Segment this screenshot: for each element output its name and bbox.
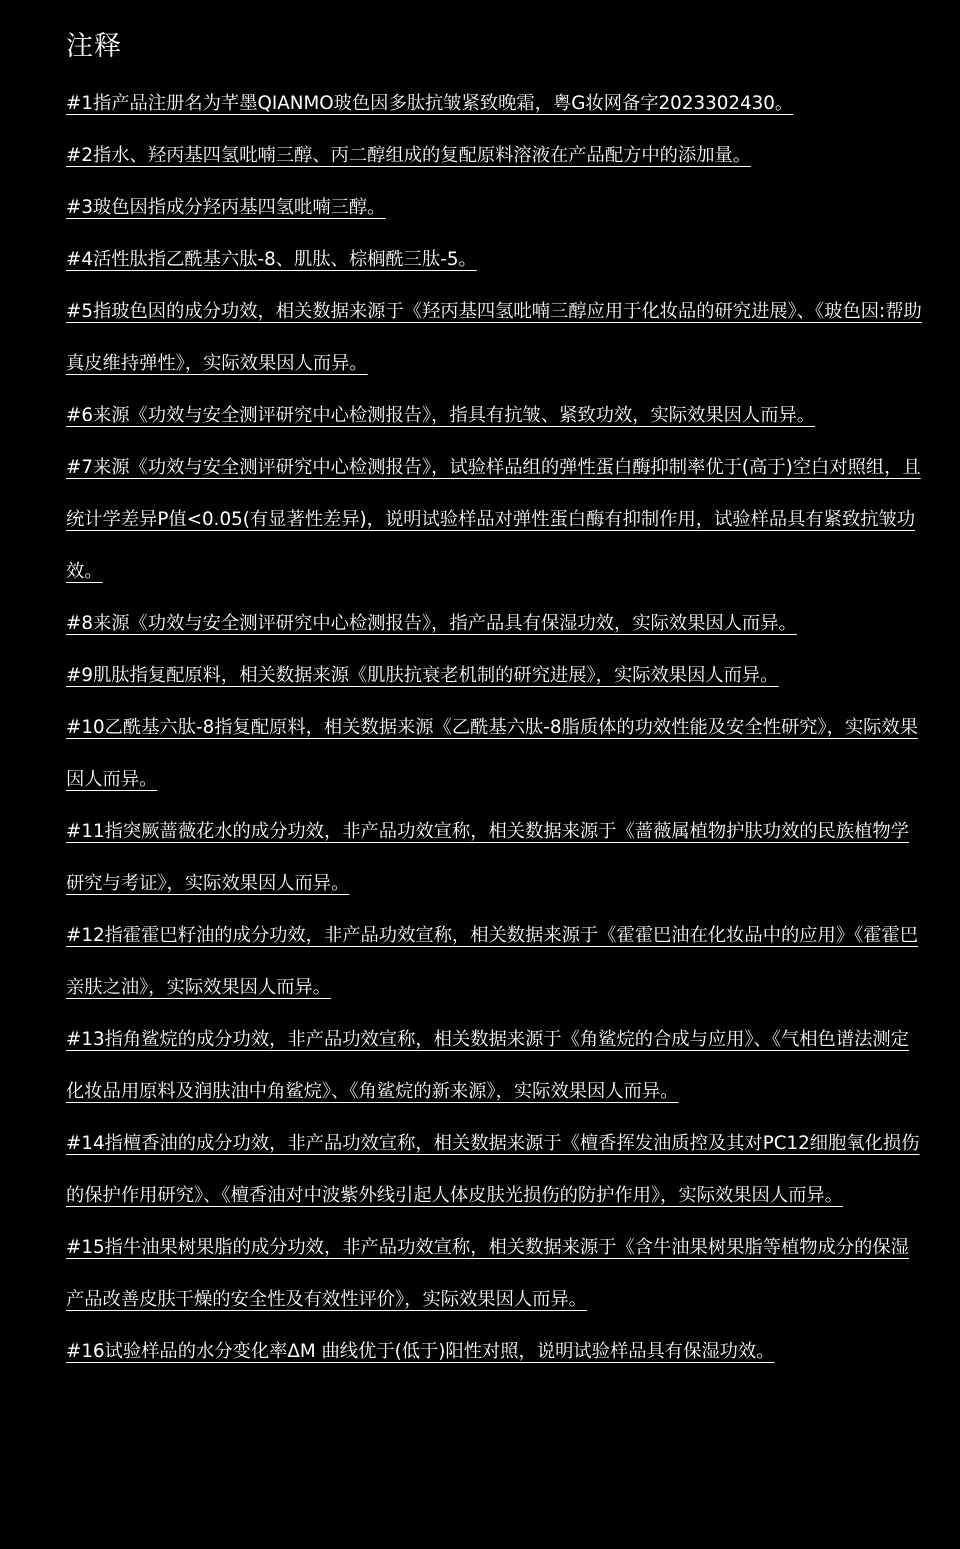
note-10-link[interactable]: #10乙酰基六肽-8指复配原料，相关数据来源《乙酰基六肽-8脂质体的功效性能及安全性研究》，实际效果因人而异。: [66, 717, 918, 790]
note-5: [66, 286, 926, 390]
note-7-link[interactable]: #7来源《功效与安全测评研究中心检测报告》，试验样品组的弹性蛋白酶抑制率优于(高于)空白对照组，且统计学差异P值<0.05(有显著性差异)，说明试验样品对弹性蛋白酶有抑制作用，试验样品具有紧致抗皱功效。: [66, 457, 921, 582]
note-1: [66, 78, 926, 130]
notes-list: [66, 78, 926, 1378]
note-9: [66, 650, 926, 702]
note-8-link[interactable]: #8来源《功效与安全测评研究中心检测报告》，指产品具有保湿功效，实际效果因人而异。: [66, 613, 797, 634]
note-7: [66, 442, 926, 598]
note-4-link[interactable]: #4活性肽指乙酰基六肽-8、肌肽、棕榈酰三肽-5。: [66, 249, 477, 270]
note-6: [66, 390, 926, 442]
note-13: [66, 1014, 926, 1118]
note-9-link[interactable]: #9肌肽指复配原料，相关数据来源《肌肤抗衰老机制的研究进展》，实际效果因人而异。: [66, 665, 779, 686]
note-15-link[interactable]: #15指牛油果树果脂的成分功效，非产品功效宣称，相关数据来源于《含牛油果树果脂等植物成分的保湿产品改善皮肤干燥的安全性及有效性评价》，实际效果因人而异。: [66, 1237, 909, 1310]
note-12-link[interactable]: #12指霍霍巴籽油的成分功效，非产品功效宣称，相关数据来源于《霍霍巴油在化妆品中的应用》《霍霍巴 亲肤之油》，实际效果因人而异。: [66, 925, 919, 998]
note-11-link[interactable]: #11指突厥蔷薇花水的成分功效，非产品功效宣称，相关数据来源于《蔷薇属植物护肤功效的民族植物学研究与考证》，实际效果因人而异。: [66, 821, 909, 894]
note-14-link[interactable]: #14指檀香油的成分功效，非产品功效宣称，相关数据来源于《檀香挥发油质控及其对PC12细胞氧化损伤的保护作用研究》、《檀香油对中波紫外线引起人体皮肤光损伤的防护作用》，实际效果因人而异。: [66, 1133, 920, 1206]
note-6-link[interactable]: #6来源《功效与安全测评研究中心检测报告》，指具有抗皱、紧致功效，实际效果因人而异。: [66, 405, 816, 426]
note-4: [66, 234, 926, 286]
note-14: [66, 1118, 926, 1222]
note-16-link[interactable]: #16试验样品的水分变化率ΔM 曲线优于(低于)阳性对照，说明试验样品具有保湿功效。: [66, 1341, 775, 1362]
note-16: [66, 1326, 926, 1378]
note-1-link[interactable]: #1指产品注册名为芊墨QIANMO玻色因多肽抗皱紧致晚霜，粤G妆网备字2023302430。: [66, 93, 794, 114]
note-11: [66, 806, 926, 910]
note-2-link[interactable]: #2指水、羟丙基四氢吡喃三醇、丙二醇组成的复配原料溶液在产品配方中的添加量。: [66, 145, 752, 166]
note-10: [66, 702, 926, 806]
note-13-link[interactable]: #13指角鲨烷的成分功效，非产品功效宣称，相关数据来源于《角鲨烷的合成与应用》、《气相色谱法测定化妆品用原料及润肤油中角鲨烷》、《角鲨烷的新来源》，实际效果因人而异。: [66, 1029, 909, 1102]
note-2: [66, 130, 926, 182]
note-3-link[interactable]: #3玻色因指成分羟丙基四氢吡喃三醇。: [66, 197, 386, 218]
note-8: [66, 598, 926, 650]
note-5-link[interactable]: #5指玻色因的成分功效，相关数据来源于《羟丙基四氢吡喃三醇应用于化妆品的研究进展》、《玻色因:帮助真皮维持弹性》，实际效果因人而异。: [66, 301, 922, 374]
page-title: 注释: [66, 31, 122, 62]
note-3: [66, 182, 926, 234]
note-15: [66, 1222, 926, 1326]
note-12: [66, 910, 926, 1014]
